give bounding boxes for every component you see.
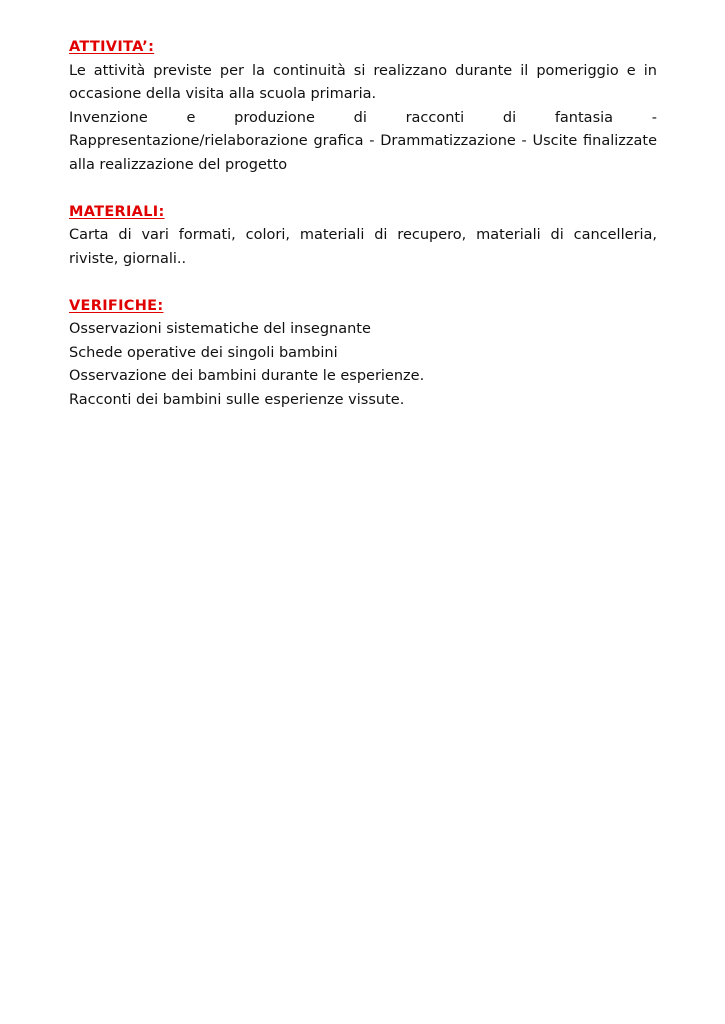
materiali-paragraph: Carta di vari formati, colori, materiali di recupero, materiali di cancelleria, riviste, giornali.. bbox=[69, 227, 657, 267]
attivita-paragraph: Le attività previste per la continuità si realizzano durante il pomeriggio e in occasione della visita alla scuola primaria. bbox=[69, 62, 657, 102]
attivita-activities-text: Rappresentazione/rielaborazione grafica - Drammatizzazione - Uscite finalizzate alla realizzazione del progetto bbox=[69, 133, 657, 173]
document-page bbox=[69, 36, 657, 436]
section-heading-materiali: MATERIALI: bbox=[69, 203, 165, 220]
section-heading-verifiche: VERIFICHE: bbox=[69, 297, 164, 314]
section-materiali bbox=[69, 201, 657, 272]
verifiche-item: Osservazioni sistematiche del insegnante bbox=[69, 321, 371, 337]
section-verifiche bbox=[69, 295, 657, 413]
attivita-activities-line: Invenzione e produzione di racconti di fantasia - bbox=[69, 109, 657, 126]
verifiche-item: Schede operative dei singoli bambini bbox=[69, 344, 338, 361]
section-heading-attivita: ATTIVITA’: bbox=[69, 39, 155, 55]
verifiche-item: Osservazione dei bambini durante le esperienze. bbox=[69, 368, 425, 384]
section-attivita bbox=[69, 36, 657, 177]
verifiche-item: Racconti dei bambini sulle esperienze vissute. bbox=[69, 391, 405, 408]
